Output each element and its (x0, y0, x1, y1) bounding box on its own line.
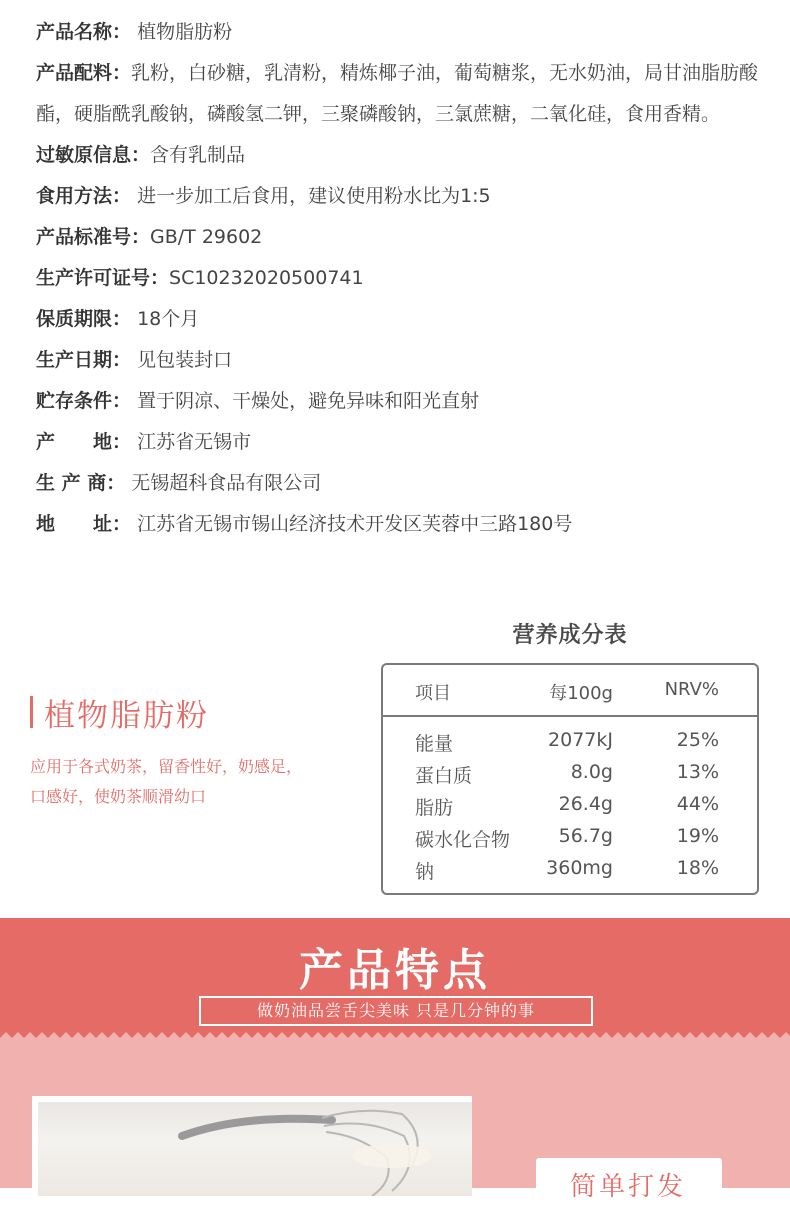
info-value: 18个月 (137, 308, 200, 330)
info-label: 过敏原信息： (36, 144, 151, 166)
nutrient-nrv: 19% (676, 825, 719, 847)
nutrition-header (383, 665, 757, 717)
info-label: 产品名称： (36, 21, 132, 43)
table-row (383, 823, 757, 855)
info-value: 见包装封口 (137, 349, 233, 371)
nutrient-amount: 2077kJ (548, 729, 613, 751)
info-value: 江苏省无锡市 (137, 431, 252, 453)
features-title: 产品特点 (299, 945, 491, 996)
nutrient-amount: 8.0g (570, 761, 613, 783)
whisk-icon (32, 1096, 472, 1196)
product-description-line: 口感好，使奶茶顺滑幼口 (30, 787, 207, 806)
info-row-ingredients (36, 53, 771, 135)
info-label: 保质期限： (36, 308, 132, 330)
nutrition-title: 营养成分表 (512, 623, 628, 648)
product-description-line: 应用于各式奶茶，留香性好，奶感足， (30, 757, 303, 776)
info-row-license (36, 258, 771, 299)
info-row-address (36, 504, 771, 545)
info-label: 产品配料： (36, 62, 132, 84)
info-row-allergen (36, 135, 771, 176)
nutrient-nrv: 44% (676, 793, 719, 815)
info-row-manufacturer (36, 463, 771, 504)
info-row-usage (36, 176, 771, 217)
info-label: 产品标准号： (36, 226, 151, 248)
nutrient-amount: 26.4g (558, 793, 613, 815)
table-row (383, 727, 757, 759)
info-row-shelf-life (36, 299, 771, 340)
info-label: 生 产 商： (36, 472, 126, 494)
nutrient-nrv: 25% (676, 729, 719, 751)
info-row-storage (36, 381, 771, 422)
info-label: 贮存条件： (36, 390, 132, 412)
nutrient-amount: 56.7g (558, 825, 613, 847)
features-banner (0, 918, 790, 1202)
info-value: 进一步加工后食用，建议使用粉水比为1:5 (137, 185, 491, 207)
info-row-origin (36, 422, 771, 463)
info-row-name (36, 12, 771, 53)
table-row (383, 855, 757, 887)
nutrition-header-nrv: NRV% (664, 679, 719, 700)
info-value: 乳粉，白砂糖，乳清粉，精炼椰子油，葡萄糖浆，无水奶油，局甘油脂肪酸酯，硬脂酰乳酸钠，磷酸氢二钾，三聚磷酸钠，三氯蔗糖，二氧化硅，食用香精。 (36, 62, 759, 125)
info-label: 产 地： (36, 431, 132, 453)
info-label: 地 址： (36, 513, 132, 535)
info-value: 江苏省无锡市锡山经济技术开发区芙蓉中三路180号 (137, 513, 573, 535)
nutrient-name: 蛋白质 (415, 765, 473, 787)
nutrient-amount: 360mg (546, 857, 613, 879)
info-value: 含有乳制品 (150, 144, 246, 166)
info-row-production-date (36, 340, 771, 381)
table-row (383, 759, 757, 791)
easy-whip-label: 简单打发 (570, 1172, 687, 1202)
info-value: GB/T 29602 (150, 226, 263, 248)
scallop-divider (0, 1030, 790, 1046)
info-row-standard (36, 217, 771, 258)
nutrient-name: 钠 (415, 861, 435, 883)
nutrient-nrv: 13% (676, 761, 719, 783)
info-value: 无锡超科食品有限公司 (131, 472, 322, 494)
product-description (30, 752, 360, 812)
info-label: 生产日期： (36, 349, 132, 371)
product-name: 植物脂肪粉 (44, 698, 209, 734)
info-label: 食用方法： (36, 185, 132, 207)
info-label: 生产许可证号： (36, 267, 170, 289)
nutrition-header-per100g: 每100g (549, 683, 613, 704)
nutrient-nrv: 18% (676, 857, 719, 879)
info-value: 植物脂肪粉 (137, 21, 233, 43)
nutrient-name: 能量 (415, 733, 454, 755)
product-info-list (36, 12, 771, 545)
info-value: SC10232020500741 (169, 267, 364, 289)
info-value: 置于阴凉、干燥处，避免异味和阳光直射 (137, 390, 480, 412)
nutrition-table (381, 663, 759, 895)
nutrient-name: 脂肪 (415, 797, 454, 819)
table-row (383, 791, 757, 823)
nutrient-name: 碳水化合物 (415, 829, 511, 851)
features-subtitle: 做奶油品尝舌尖美味 只是几分钟的事 (199, 996, 593, 1026)
nutrition-header-item: 项目 (415, 683, 451, 704)
accent-bar (30, 696, 33, 728)
whipping-photo (32, 1096, 472, 1196)
nutrition-rows (383, 727, 757, 887)
